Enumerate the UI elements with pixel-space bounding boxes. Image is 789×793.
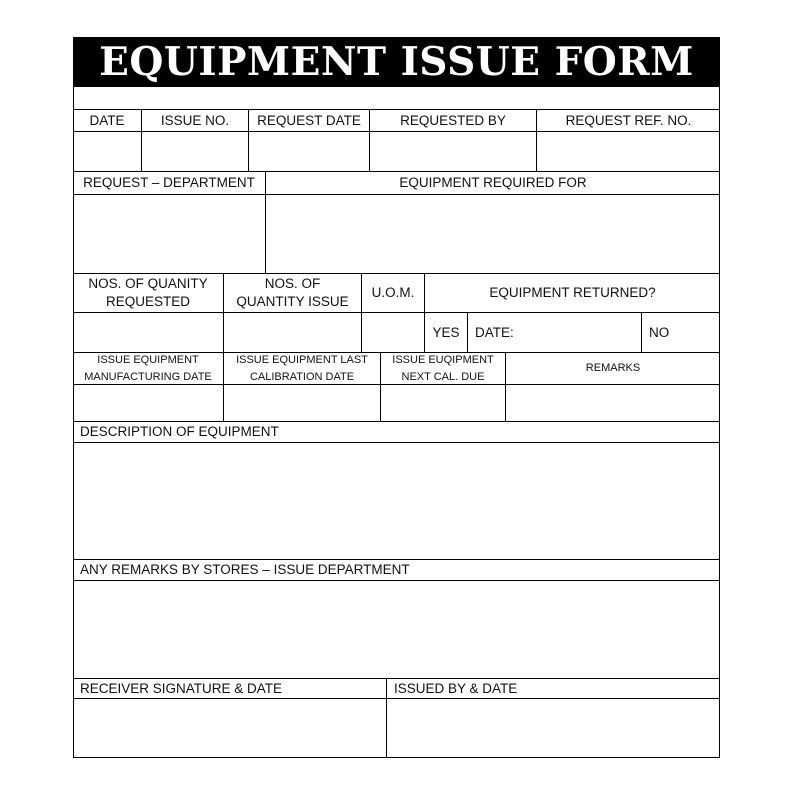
issued-by-field[interactable] [387,699,719,757]
next-calibration-due-field[interactable] [381,385,505,421]
manufacturing-date-field[interactable] [74,385,223,421]
form-title: EQUIPMENT ISSUE FORM [99,38,694,85]
qty-requested-field[interactable] [74,313,223,352]
qty-issue-header [224,274,361,312]
qty-requested-label-line1: NOS. OF QUANITY [88,276,208,291]
returned-no-option[interactable]: NO [649,324,670,340]
next-calibration-label-line1: ISSUE EUQIPMENT [392,353,494,366]
equipment-required-for-field[interactable] [266,195,719,273]
issue-no-header: ISSUE NO. [160,112,230,128]
equipment-returned-header: EQUIPMENT RETURNED? [489,285,656,300]
requested-by-header: REQUESTED BY [400,112,506,128]
issue-no-field[interactable] [142,132,248,171]
request-date-header: REQUEST DATE [257,112,361,128]
remarks-field[interactable] [506,385,719,421]
description-label: DESCRIPTION OF EQUIPMENT [80,424,279,439]
date-header: DATE [89,112,125,128]
request-department-field[interactable] [74,195,265,273]
last-calibration-date-field[interactable] [224,385,380,421]
description-field[interactable] [74,443,719,559]
form-title-bar [73,37,720,87]
receiver-signature-label: RECEIVER SIGNATURE & DATE [80,680,283,696]
next-calibration-due-header [381,353,505,384]
qty-requested-label-line2: REQUESTED [105,294,190,309]
request-ref-no-field[interactable] [537,132,719,171]
returned-date-field[interactable]: DATE: [475,324,514,340]
request-department-header: REQUEST – DEPARTMENT [83,175,255,190]
manufacturing-date-header [73,353,223,384]
qty-issue-label-line2: QUANTITY ISSUE [236,294,349,309]
receiver-signature-field[interactable] [74,699,386,757]
qty-requested-header [73,274,223,312]
request-ref-no-header: REQUEST REF. NO. [565,112,692,128]
manufacturing-date-label-line1: ISSUE EQUIPMENT [97,353,199,366]
next-calibration-label-line2: NEXT CAL. DUE [401,370,485,383]
uom-field[interactable] [362,313,424,352]
stores-remarks-label: ANY REMARKS BY STORES – ISSUE DEPARTMENT [80,562,410,577]
requested-by-field[interactable] [370,132,536,171]
qty-issue-field[interactable] [224,313,361,352]
request-date-field[interactable] [249,132,369,171]
returned-yes-option[interactable]: YES [432,324,460,340]
equipment-required-for-header: EQUIPMENT REQUIRED FOR [399,175,587,190]
date-field[interactable] [74,132,141,171]
stores-remarks-field[interactable] [74,581,719,678]
last-calibration-date-header [224,353,380,384]
issued-by-label: ISSUED BY & DATE [394,680,518,696]
uom-header: U.O.M. [371,285,415,300]
remarks-header: REMARKS [585,362,641,374]
manufacturing-date-label-line2: MANUFACTURING DATE [84,370,212,383]
last-calibration-label-line2: CALIBRATION DATE [249,370,355,383]
qty-issue-label-line1: NOS. OF [264,276,321,291]
last-calibration-label-line1: ISSUE EQUIPMENT LAST [236,353,368,366]
